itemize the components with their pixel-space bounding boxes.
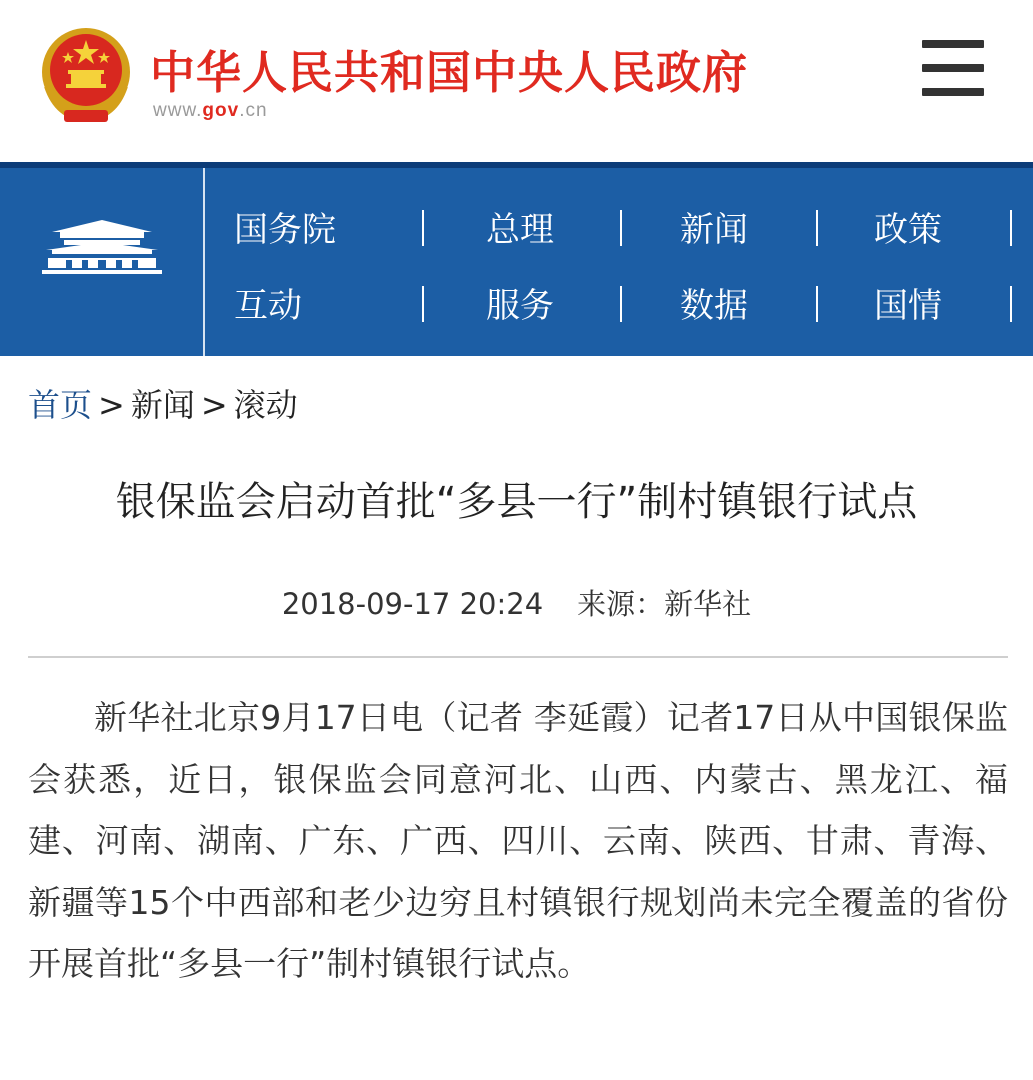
site-url-suffix: .cn	[239, 100, 268, 121]
article-source-label: 来源：	[577, 587, 665, 621]
nav-item-fuwu[interactable]: 服务	[486, 286, 554, 326]
tiananmen-gate-icon[interactable]	[0, 168, 205, 356]
breadcrumb-home-link[interactable]: 首页	[28, 386, 93, 424]
main-navigation	[0, 162, 1033, 356]
breadcrumb-separator: >	[98, 386, 125, 424]
hamburger-menu-icon[interactable]	[922, 40, 984, 96]
nav-item-hudong[interactable]: 互动	[234, 286, 302, 326]
site-url	[153, 100, 268, 122]
nav-item-shuju[interactable]: 数据	[680, 286, 748, 326]
breadcrumb-separator: >	[200, 386, 228, 424]
nav-item-xinwen[interactable]: 新闻	[680, 210, 748, 250]
nav-separator	[1010, 210, 1012, 246]
nav-separator	[422, 286, 424, 322]
breadcrumb-current[interactable]: 滚动	[233, 386, 298, 424]
nav-item-zhengce[interactable]: 政策	[874, 210, 942, 250]
nav-item-guowuyuan[interactable]: 国务院	[234, 210, 336, 250]
site-title: 中华人民共和国中央人民政府	[150, 46, 749, 99]
nav-item-zongli[interactable]: 总理	[486, 210, 554, 250]
article-title: 银保监会启动首批“多县一行”制村镇银行试点	[115, 479, 918, 525]
divider	[28, 656, 1008, 658]
site-header	[0, 0, 1033, 162]
nav-separator	[620, 286, 622, 322]
nav-separator	[816, 210, 818, 246]
article-meta	[0, 582, 1033, 623]
nav-item-guoqing[interactable]: 国情	[874, 286, 942, 326]
nav-separator	[422, 210, 424, 246]
nav-separator	[816, 286, 818, 322]
nav-separator	[1010, 286, 1012, 322]
article-datetime: 2018-09-17 20:24	[281, 587, 544, 621]
breadcrumb-news-link[interactable]: 新闻	[130, 386, 195, 424]
national-emblem-icon[interactable]	[38, 26, 134, 126]
article-source: 新华社	[664, 587, 752, 621]
nav-separator	[620, 210, 622, 246]
site-url-domain: gov	[202, 100, 240, 121]
breadcrumb	[28, 380, 298, 426]
article-body: 新华社北京9月17日电（记者 李延霞）记者17日从中国银保监会获悉，近日，银保监会同意河北、山西、内蒙古、黑龙江、福建、河南、湖南、广东、广西、四川、云南、陕西、甘肃、青海、新疆等15个中西部和老少边穷且村镇银行规划尚未完全覆盖的省份开展首批“多县一行”制村镇银行试点。	[28, 698, 1008, 983]
site-url-prefix: www.	[153, 100, 203, 121]
